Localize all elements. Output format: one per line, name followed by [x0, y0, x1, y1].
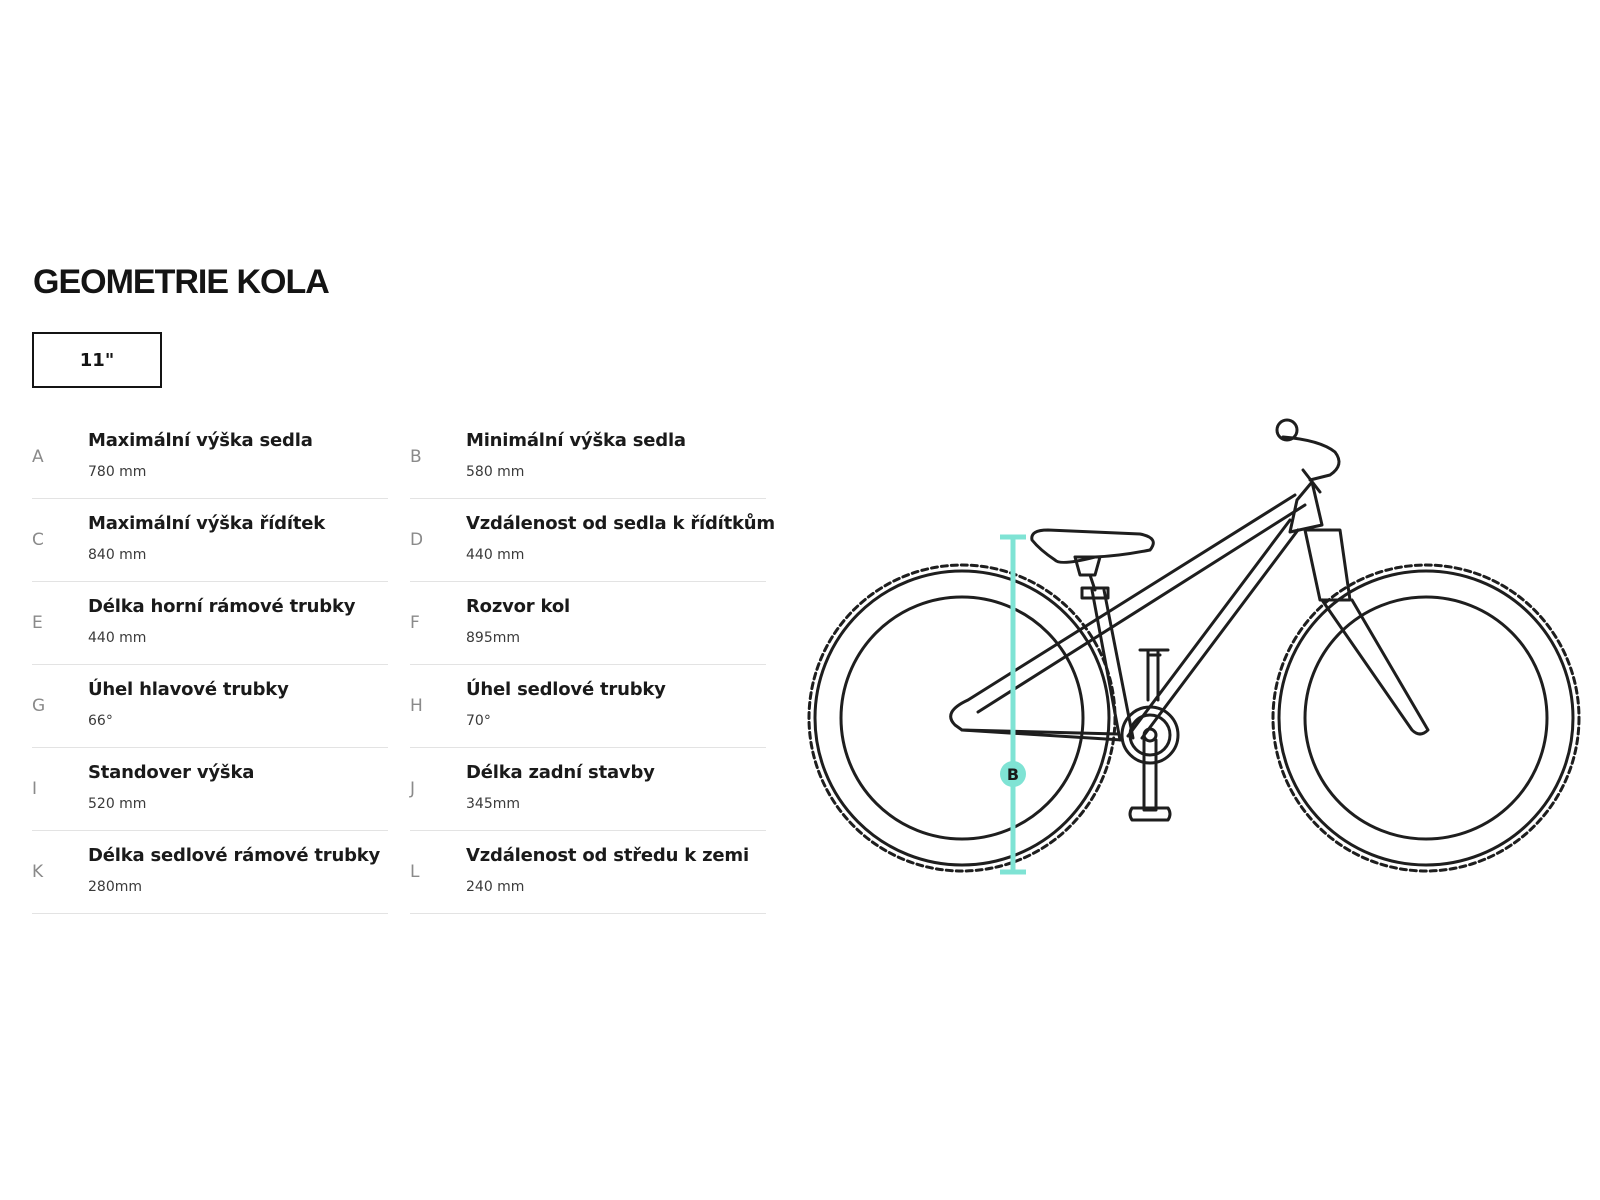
geometry-letter: B [410, 447, 422, 467]
handlebar [1277, 420, 1339, 492]
geometry-letter: J [410, 779, 416, 799]
geometry-letter: L [410, 862, 420, 882]
page-title: GEOMETRIE KOLA [33, 263, 329, 301]
geometry-value: 280mm [88, 879, 142, 895]
geometry-letter: F [410, 613, 420, 633]
geometry-value: 345mm [466, 796, 520, 812]
geometry-value: 240 mm [466, 879, 525, 895]
geometry-letter: H [410, 696, 423, 716]
geometry-value: 440 mm [466, 547, 525, 563]
geometry-label: Úhel sedlové trubky [466, 679, 666, 700]
geometry-value: 520 mm [88, 796, 147, 812]
geometry-label: Vzdálenost od středu k zemi [466, 845, 749, 866]
geometry-letter: E [32, 613, 43, 633]
geometry-value: 440 mm [88, 630, 147, 646]
geometry-label: Minimální výška sedla [466, 430, 686, 451]
rear-wheel [809, 565, 1115, 871]
size-tab-11[interactable]: 11" [32, 332, 162, 388]
geometry-label: Standover výška [88, 762, 255, 783]
bike-frame [951, 482, 1322, 740]
geometry-label: Délka sedlové rámové trubky [88, 845, 381, 866]
geometry-label: Délka zadní stavby [466, 762, 655, 783]
geometry-value: 840 mm [88, 547, 147, 563]
geometry-label: Délka horní rámové trubky [88, 596, 356, 617]
geometry-label: Rozvor kol [466, 596, 570, 617]
measurement-b-label: B [1006, 765, 1020, 784]
front-wheel [1273, 565, 1579, 871]
geometry-label: Vzdálenost od sedla k řídítkům [466, 513, 775, 534]
geometry-value: 66° [88, 713, 113, 729]
geometry-letter: K [32, 862, 44, 882]
geometry-label: Maximální výška řídítek [88, 513, 326, 534]
geometry-label: Úhel hlavové trubky [88, 679, 289, 700]
bike-fork [1305, 530, 1428, 734]
geometry-letter: I [32, 779, 38, 799]
bike-seat [1032, 530, 1154, 598]
geometry-letter: A [32, 447, 44, 467]
geometry-value: 780 mm [88, 464, 147, 480]
geometry-value: 70° [466, 713, 491, 729]
geometry-value: 895mm [466, 630, 520, 646]
geometry-label: Maximální výška sedla [88, 430, 313, 451]
geometry-letter: D [410, 530, 424, 550]
geometry-value: 580 mm [466, 464, 525, 480]
geometry-letter: G [32, 696, 46, 716]
geometry-letter: C [32, 530, 44, 550]
